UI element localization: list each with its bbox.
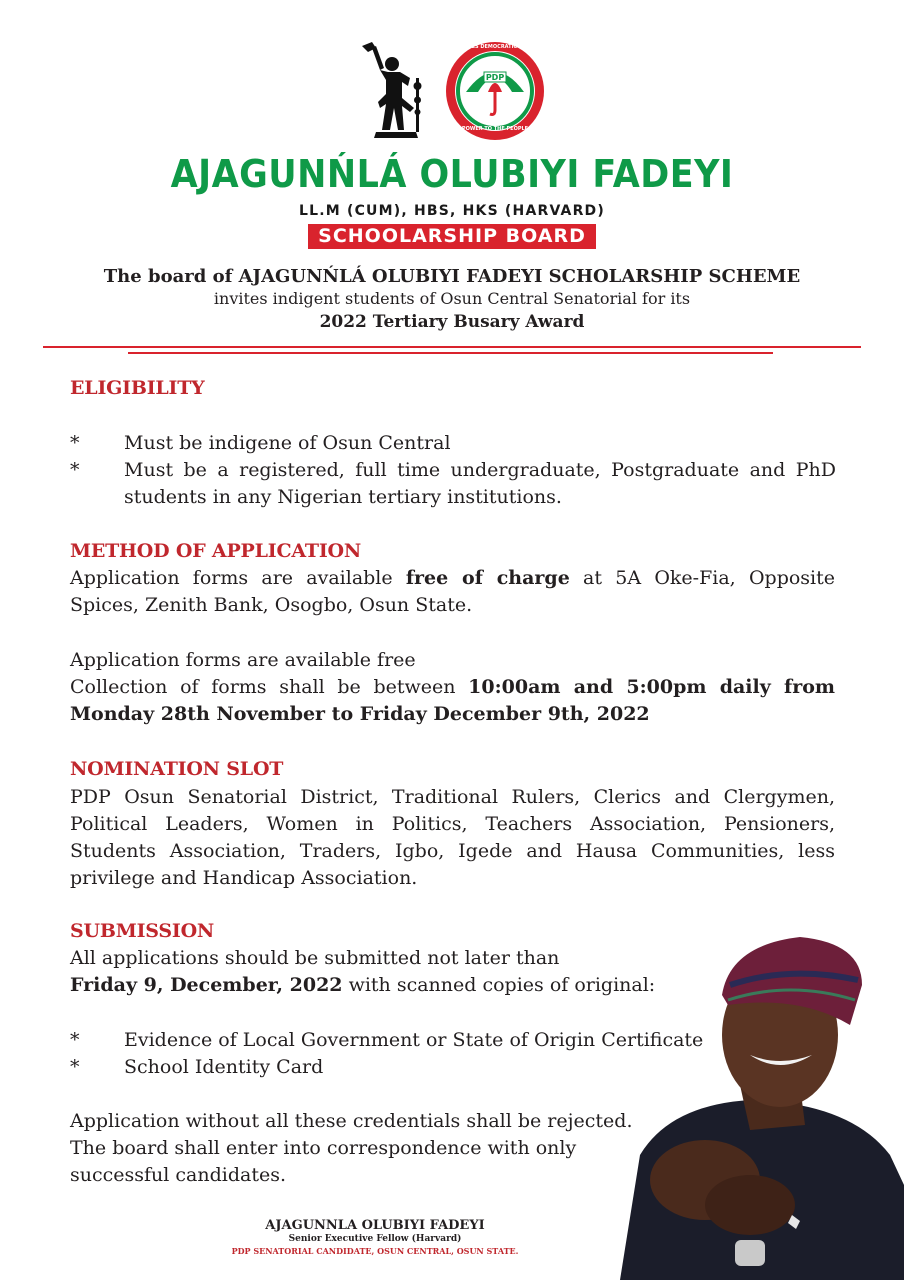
divider-bottom bbox=[128, 352, 773, 354]
divider-top bbox=[43, 346, 861, 348]
board-label: SCHOOLARSHIP BOARD bbox=[308, 224, 596, 249]
bullet: * bbox=[70, 1029, 80, 1051]
intro-line-3: 2022 Tertiary Busary Award bbox=[319, 312, 585, 332]
signature-name: AJAGUNNLA OLUBIYI FADEYI bbox=[265, 1218, 485, 1233]
intro-line-2: invites indigent students of Osun Central Senatorial for its bbox=[213, 289, 691, 308]
eligibility-item: Must be indigene of Osun Central bbox=[124, 432, 451, 454]
submission-line-1: All applications should be submitted not later than bbox=[70, 947, 560, 969]
qualifications: LL.M (CUM), HBS, HKS (HARVARD) bbox=[299, 203, 605, 219]
submission-item: Evidence of Local Government or State of Origin Certificate bbox=[124, 1029, 704, 1051]
intro-line-1: The board of AJAGUNŃLÁ OLUBIYI FADEYI SCHOLARSHIP SCHEME bbox=[103, 266, 801, 287]
method-paragraph-1: Application forms are available free of charge at 5A Oke-Fia, Opposite Spices, Zenith Bank, Osogbo, Osun State. bbox=[70, 567, 836, 616]
submission-item: School Identity Card bbox=[124, 1056, 324, 1078]
method-line-free: Application forms are available free bbox=[70, 649, 416, 671]
pdp-party-text: PEOPLES DEMOCRATIC PARTY bbox=[453, 44, 537, 50]
warrior-statue-icon bbox=[358, 42, 432, 140]
method-heading: METHOD OF APPLICATION bbox=[70, 540, 362, 562]
page-title: AJAGUNŃLÁ OLUBIYI FADEYI bbox=[170, 152, 734, 196]
method-paragraph-2: Collection of forms shall be between 10:00am and 5:00pm daily from Monday 28th November to Friday December 9th, 2022 bbox=[70, 676, 835, 725]
bullet: * bbox=[70, 459, 80, 481]
nomination-text: PDP Osun Senatorial District, Traditional Rulers, Clerics and Clergymen, Political Leaders, Women in Politics, Teachers Association, Pensioners, Students Association, Traders, Igbo, Igede and Hausa Communities, less privilege and Handicap Association. bbox=[70, 786, 835, 889]
signature-title: Senior Executive Fellow (Harvard) bbox=[288, 1234, 462, 1244]
nomination-heading: NOMINATION SLOT bbox=[70, 758, 284, 780]
closing-line-1: Application without all these credentials shall be rejected. bbox=[70, 1110, 633, 1132]
bullet: * bbox=[70, 1056, 80, 1078]
submission-heading: SUBMISSION bbox=[70, 920, 215, 942]
eligibility-heading: ELIGIBILITY bbox=[70, 377, 205, 399]
pdp-slogan: POWER TO THE PEOPLE bbox=[461, 126, 529, 132]
pdp-abbrev: PDP bbox=[485, 73, 505, 82]
submission-line-2: Friday 9, December, 2022 with scanned copies of original: bbox=[70, 974, 656, 996]
candidate-portrait bbox=[600, 925, 904, 1280]
eligibility-item: Must be a registered, full time undergraduate, Postgraduate and PhD students in any Nigerian tertiary institutions. bbox=[124, 459, 836, 508]
closing-line-2: The board shall enter into correspondence with only bbox=[70, 1137, 577, 1159]
signature-candidacy: PDP SENATORIAL CANDIDATE, OSUN CENTRAL, OSUN STATE. bbox=[231, 1246, 519, 1256]
closing-line-3: successful candidates. bbox=[70, 1164, 287, 1186]
bullet: * bbox=[70, 432, 80, 454]
